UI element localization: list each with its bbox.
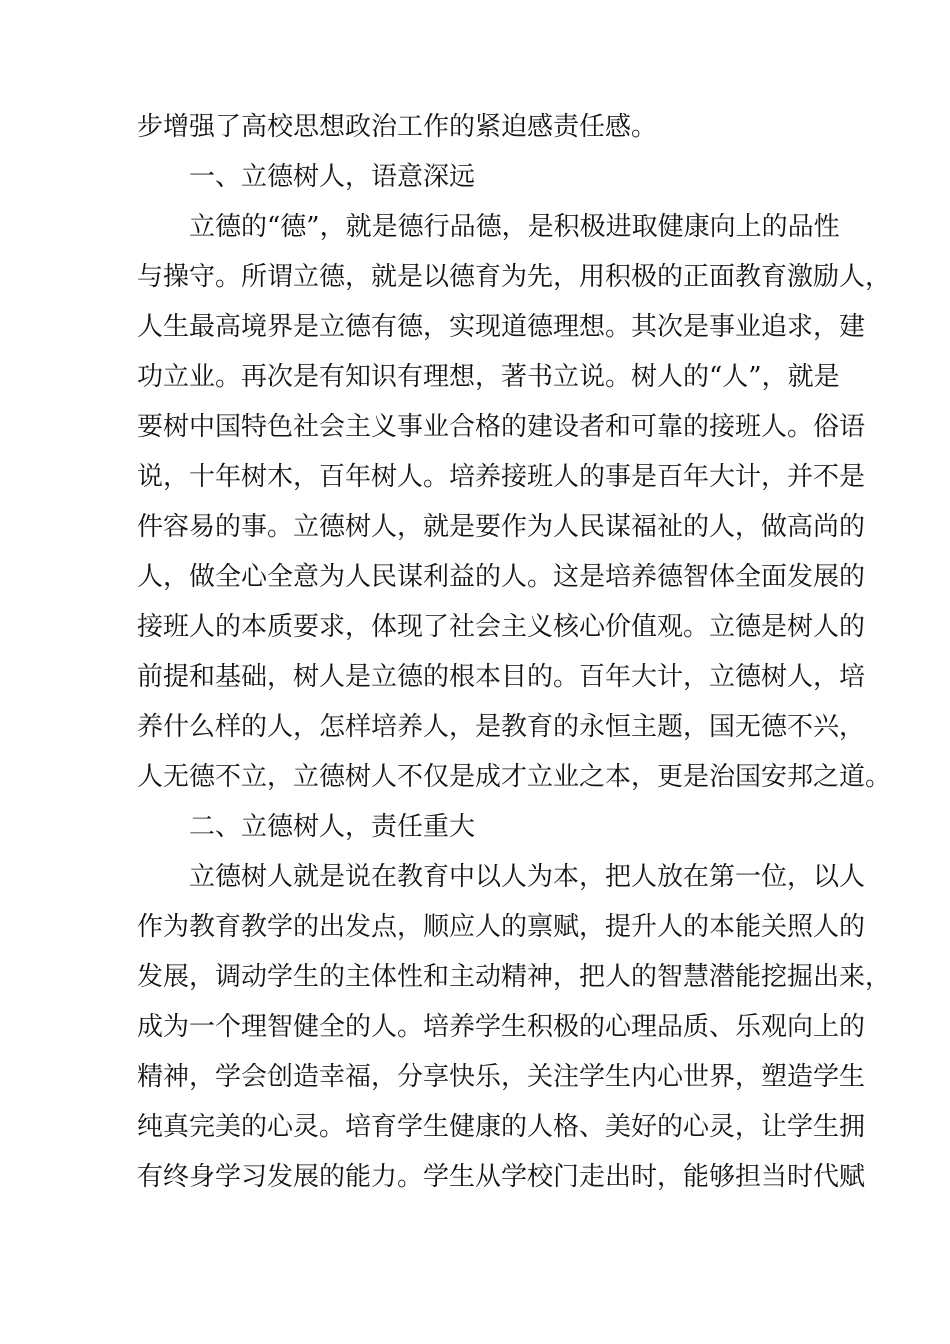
text-line: 作为教育教学的出发点，顺应人的禀赋，提升人的本能关照人的 [137,912,866,942]
text-line: 前提和基础，树人是立德的根本目的。百年大计，立德树人，培 [137,662,866,692]
text-line: 有终身学习发展的能力。学生从学校门走出时，能够担当时代赋 [137,1162,866,1192]
text-line: 说，十年树木，百年树人。培养接班人的事是百年大计，并不是 [137,462,866,492]
text-line: 纯真完美的心灵。培育学生健康的人格、美好的心灵，让学生拥 [137,1112,866,1142]
text-line: 接班人的本质要求，体现了社会主义核心价值观。立德是树人的 [137,612,866,642]
text-line: 成为一个理智健全的人。培养学生积极的心理品质、乐观向上的 [137,1012,866,1042]
text-line: 发展，调动学生的主体性和主动精神，把人的智慧潜能挖掘出来， [137,962,892,992]
section-heading-1: 一、立德树人，语意深远 [189,162,476,192]
section-heading-2: 二、立德树人，责任重大 [189,812,476,842]
text-line: 立德树人就是说在教育中以人为本，把人放在第一位，以人 [189,862,866,892]
text-line: 要树中国特色社会主义事业合格的建设者和可靠的接班人。俗语 [137,412,866,442]
text-line: 功立业。再次是有知识有理想，著书立说。树人的“人”，就是 [137,362,840,392]
text-line: 精神，学会创造幸福，分享快乐，关注学生内心世界，塑造学生 [137,1062,866,1092]
text-line: 人，做全心全意为人民谋利益的人。这是培养德智体全面发展的 [137,562,866,592]
text-line: 养什么样的人，怎样培养人，是教育的永恒主题，国无德不兴， [137,712,866,742]
text-line: 件容易的事。立德树人，就是要作为人民谋福祉的人，做高尚的 [137,512,866,542]
text-line: 人无德不立，立德树人不仅是成才立业之本，更是治国安邦之道。 [137,762,892,792]
text-line: 与操守。所谓立德，就是以德育为先，用积极的正面教育激励人， [137,262,892,292]
text-line: 立德的“德”，就是德行品德，是积极进取健康向上的品性 [189,212,840,242]
text-line: 人生最高境界是立德有德，实现道德理想。其次是事业追求，建 [137,312,866,342]
text-line: 步增强了高校思想政治工作的紧迫感责任感。 [137,112,658,142]
